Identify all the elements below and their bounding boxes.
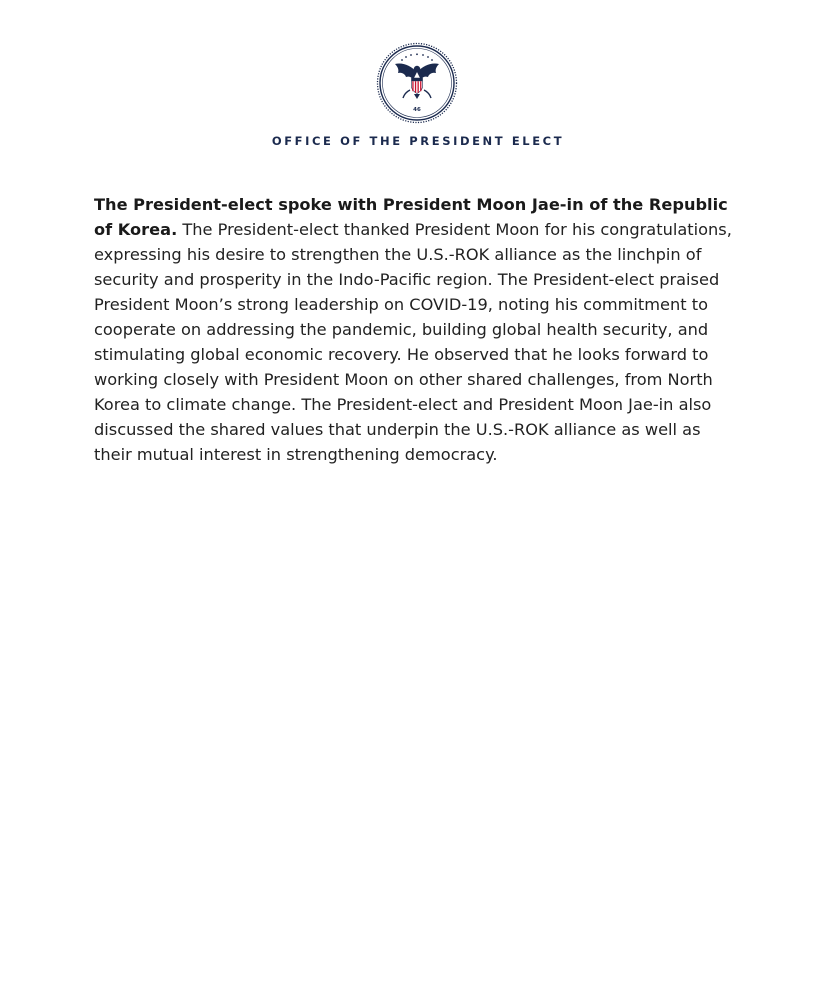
statement-lead: The President-elect spoke with President Moon Jae-in of the Republic of Korea. xyxy=(94,195,728,239)
presidential-seal xyxy=(376,42,458,124)
statement-body: The President-elect thanked President Moon for his congratulations, expressing his desire to strengthen the U.S.-ROK alliance as the linchpin of security and prosperity in the Indo-Pacific region. The President-elect praised President Moon’s strong leadership on COVID-19, noting his commitment to cooperate on addressing the pandemic, building global health security, and stimulating global economic recovery. He observed that he looks forward to working closely with President Moon on other shared challenges, from North Korea to climate change. The President-elect and President Moon Jae-in also discussed the shared values that underpin the U.S.-ROK alliance as well as their mutual interest in strengthening democracy. xyxy=(94,220,732,464)
statement-paragraph xyxy=(94,192,740,467)
seal-number: 46 xyxy=(413,107,421,113)
presidential-seal-icon xyxy=(376,42,458,124)
office-title: OFFICE OF THE PRESIDENT ELECT xyxy=(271,134,565,148)
